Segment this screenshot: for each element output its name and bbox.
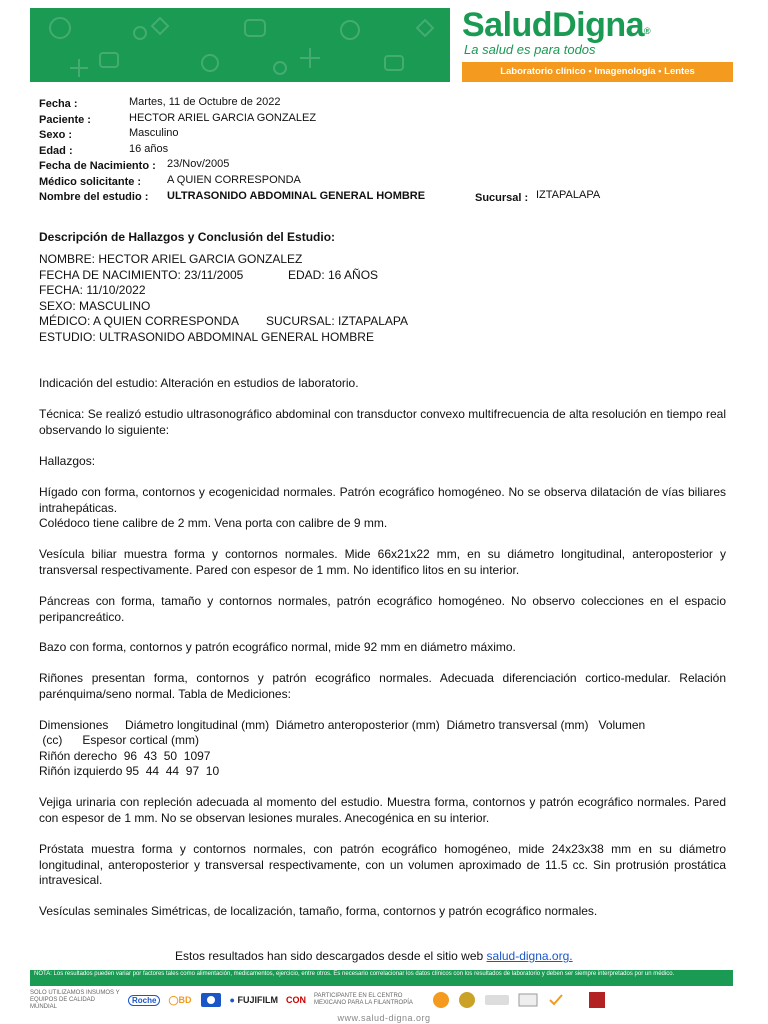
fujifilm-logo-text: FUJIFILM [237,995,278,1005]
fecha-label: Fecha : [39,98,78,110]
legal-note-strip: NOTA: Los resultados pueden variar por factores tales como alimentación, medicamentos, ejercicio, entre otros. Es necesario correlacionar los datos clínicos con los resultados de laboratorio y deben ser siempre interpretados por un médico. [30,970,733,986]
vesicula-paragraph: Vesícula biliar muestra forma y contornos normales. Mide 66x21x22 mm, en su diámetro longitudinal, anteroposterior y transversal respectivamente. Pared con espesor de 1 mm. No identifico litos en su interior. [39,547,726,577]
summary-doctor: MÉDICO: A QUIEN CORRESPONDA [39,314,240,328]
rinones-paragraph: Riñones presentan forma, contornos y patrón ecográfico normales. Adecuada diferenciación cortico-medular. Relación parénquima/seno normal. Tabla de Mediciones: [39,671,726,701]
esr-badge-icon [518,992,538,1008]
bd-logo-text: BD [178,994,192,1005]
sucursal-value: IZTAPALAPA [536,189,601,201]
brand-name [462,6,650,45]
con-logo: CON [285,995,306,1005]
roche-logo: Roche [128,995,160,1006]
bazo-paragraph: Bazo con forma, contornos y patrón ecográfico normal, mide 92 mm en diámetro máximo. [39,640,516,654]
certification-badge-icon [484,992,510,1008]
vesiculas-seminales-paragraph: Vesículas seminales Simétricas, de localización, tamaño, forma, contornos y patrón ecográfico normales. [39,904,598,918]
paciente-label: Paciente : [39,114,91,126]
sexo-label: Sexo : [39,129,73,141]
partner-text: PARTICIPANTE EN EL CENTRO MEXICANO PARA LA FILANTROPÍA [313,993,413,1006]
prostata-paragraph: Próstata muestra forma y contornos normales, con patrón ecográfico homogéneo, mide 24x23x38 mm en su diámetro longitudinal, anteroposterior y transversal respectivamente, con un volumen aproximado de 11.5 cc. Sin protrusión prostática intravesical. [39,842,726,887]
medico-label: Médico solicitante : [39,176,142,188]
quality-text: SOLO UTILIZAMOS INSUMOS Y EQUIPOS DE CALIDAD MUNDIAL [30,989,120,1010]
fecha-value: Martes, 11 de Octubre de 2022 [129,96,281,108]
header [30,8,733,82]
download-note [175,949,573,963]
higado-paragraph: Hígado con forma, contornos y ecogenicidad normales. Patrón ecográfico homogéneo. No se observa dilatación de vías biliares intrahepáticas. [39,485,726,515]
sexo-value: Masculino [129,127,179,139]
brand-services-bar: Laboratorio clínico • Imagenología • Lentes [462,62,733,82]
medico-value: A QUIEN CORRESPONDA [167,174,301,186]
website-link[interactable]: salud-digna.org. [486,949,573,963]
check-badge-icon [546,992,580,1008]
red-seal-icon [588,991,606,1009]
summary-birthdate: FECHA DE NACIMIENTO: 23/11/2005 [39,268,244,282]
fujifilm-logo [230,995,278,1005]
sucursal-label: Sucursal : [475,192,529,204]
gold-seal-icon [458,991,476,1009]
brand-name-part1: Salud [462,6,553,44]
measurements-table-header-cont: (cc) Espesor cortical (mm) [39,733,200,747]
estudio-label: Nombre del estudio : [39,191,149,203]
measurements-row-right-kidney: Riñón derecho 96 43 50 1097 [39,749,211,763]
brand-name-part2: Digna [552,6,645,44]
nacimiento-value: 23/Nov/2005 [167,158,230,170]
summary-name: NOMBRE: HECTOR ARIEL GARCIA GONZALEZ [39,252,303,266]
tecnica-paragraph: Técnica: Se realizó estudio ultrasonográfico abdominal con transductor convexo multifrecuencia de alta resolución en tiempo real observando lo siguiente: [39,407,726,437]
pancreas-paragraph: Páncreas con forma, tamaño y contornos normales, patrón ecográfico homogéneo. No observo colecciones en el espacio peripancreático. [39,594,726,624]
medical-pattern-icon [30,8,450,82]
website-footer: www.salud-digna.org [337,1013,431,1023]
indicacion-paragraph: Indicación del estudio: Alteración en estudios de laboratorio. [39,376,359,390]
summary-branch: SUCURSAL: IZTAPALAPA [266,314,409,328]
partner-eye-icon [200,992,222,1008]
edad-value: 16 años [129,143,169,155]
bd-logo [168,995,191,1006]
estudio-value: ULTRASONIDO ABDOMINAL GENERAL HOMBRE [167,190,426,202]
summary-study: ESTUDIO: ULTRASONIDO ABDOMINAL GENERAL HOMBRE [39,330,374,344]
fujifilm-globe-icon: ● [229,995,235,1005]
download-note-text: Estos resultados han sido descargados desde el sitio web [175,949,487,963]
header-banner [30,8,450,82]
measurements-table-header: Dimensiones Diámetro longitudinal (mm) Diámetro anteroposterior (mm) Diámetro transversal (mm) Volumen [39,718,646,732]
brand-logo [462,8,733,82]
orange-seal-icon [432,991,450,1009]
summary-age: EDAD: 16 AÑOS [288,268,379,282]
edad-label: Edad : [39,145,73,157]
section-title: Descripción de Hallazgos y Conclusión del Estudio: [39,230,336,244]
summary-date: FECHA: 11/10/2022 [39,283,146,297]
hallazgos-heading: Hallazgos: [39,454,96,468]
paciente-value: HECTOR ARIEL GARCIA GONZALEZ [129,112,317,124]
coledoco-paragraph: Colédoco tiene calibre de 2 mm. Vena porta con calibre de 9 mm. [39,516,388,530]
bd-circle-icon: ◯ [168,994,179,1005]
measurements-row-left-kidney: Riñón izquierdo 95 44 44 97 10 [39,764,220,778]
vejiga-paragraph: Vejiga urinaria con repleción adecuada al momento del estudio. Muestra forma, contornos y patrón ecográfico normales. Pared con espesor de 1 mm. No se observan lesiones murales. Anecogénica en su interior. [39,795,726,825]
nacimiento-label: Fecha de Nacimiento : [39,160,156,172]
registered-mark: ® [644,26,651,36]
brand-tagline: La salud es para todos [464,42,596,57]
partner-logos [30,988,733,1012]
summary-sex: SEXO: MASCULINO [39,299,151,313]
